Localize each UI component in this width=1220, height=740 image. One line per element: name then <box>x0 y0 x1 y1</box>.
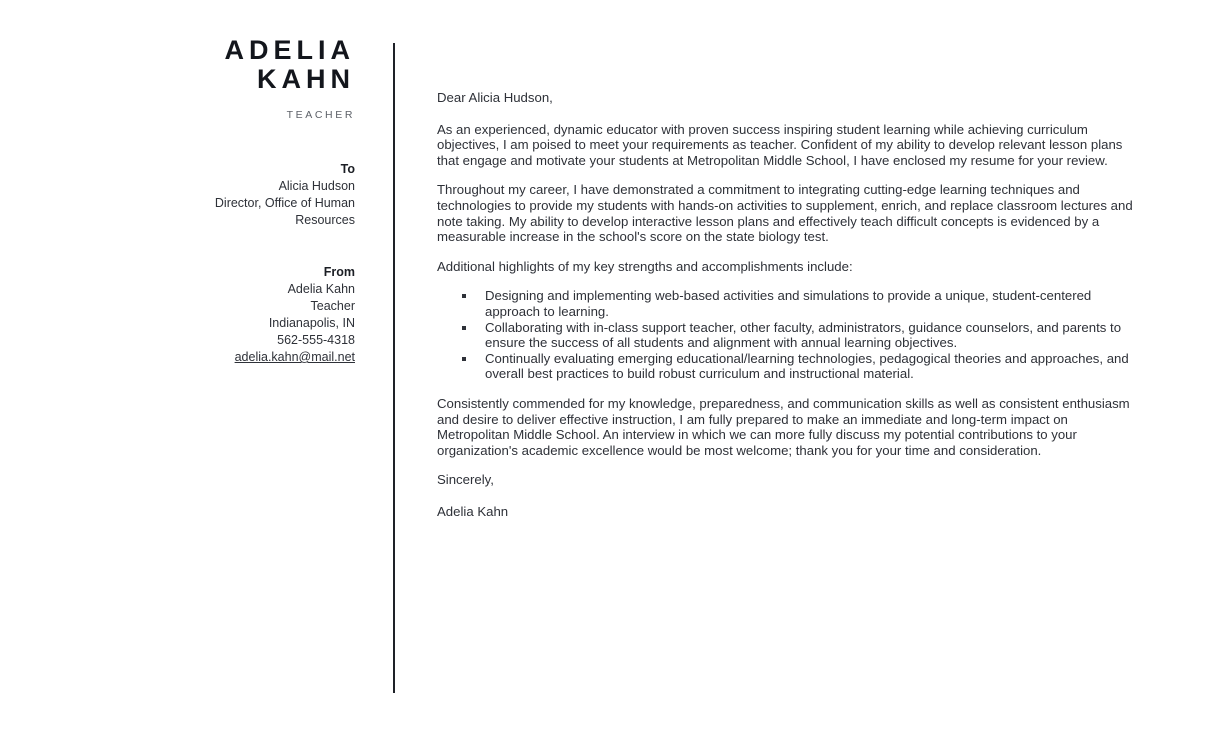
salutation: Dear Alicia Hudson, <box>437 90 553 105</box>
sender-line: Adelia Kahn <box>287 282 355 296</box>
sender-phone: 562-555-4318 <box>277 333 355 347</box>
body-paragraph: Additional highlights of my key strengths and accomplishments include: <box>437 258 853 274</box>
sidebar <box>60 36 355 366</box>
list-item: Continually evaluating emerging educational/learning technologies, pedagogical theories and approaches, and overall best practices to build robust curriculum and instructional material. <box>462 351 1137 382</box>
body-paragraph: Throughout my career, I have demonstrated a commitment to integrating cutting-edge learning techniques and technologies to provide my students with hands-on activities to supplement, enrich, and replace classroom lectures and note taking. My ability to develop interactive lesson plans and effectively teach difficult concepts is evidenced by a measurable increase in the school's score on the state biology test. <box>437 182 1133 245</box>
sender-last-name: KAHN <box>257 64 355 94</box>
signature-name: Adelia Kahn <box>437 503 509 519</box>
sender-line: Indianapolis, IN <box>268 316 355 330</box>
list-item: Designing and implementing web-based activities and simulations to provide a unique, student-centered approach to learning. <box>462 288 1137 319</box>
closing-salutation: Sincerely, <box>437 472 494 488</box>
sender-email-link[interactable]: adelia.kahn@mail.net <box>234 350 355 364</box>
recipient-heading: To <box>340 162 355 176</box>
sender-job-title: TEACHER <box>286 109 355 121</box>
sender-line: Teacher <box>310 299 355 313</box>
recipient-line: Alicia Hudson <box>278 179 355 193</box>
letter-body <box>437 90 1137 519</box>
vertical-divider <box>393 43 395 693</box>
body-paragraph: Consistently commended for my knowledge, preparedness, and communication skills as well as consistent enthusiasm and desire to deliver effective instruction, I am fully prepared to make an immediate and long-term impact on Metropolitan Middle School. An interview in which we can more fully discuss my potential contributions to your organization's academic excellence would be most welcome; thank you for your time and consideration. <box>437 395 1130 458</box>
recipient-block <box>60 161 355 229</box>
sender-block <box>60 264 355 366</box>
body-paragraph: As an experienced, dynamic educator with proven success inspiring student learning while achieving curriculum objectives, I am poised to meet your requirements as teacher. Confident of my ability to develop relevant lesson plans that engage and motivate your students at Metropolitan Middle School, I have enclosed my resume for your review. <box>437 121 1123 168</box>
sender-heading: From <box>323 265 355 279</box>
recipient-line: Resources <box>295 213 355 227</box>
sender-first-name: ADELIA <box>224 35 355 65</box>
list-item: Collaborating with in-class support teacher, other faculty, administrators, guidance counselors, and parents to ensure the success of all students and alignment with annual learning objectives. <box>462 320 1137 351</box>
highlights-list <box>437 288 1137 382</box>
recipient-line: Director, Office of Human <box>214 196 355 210</box>
sender-name <box>60 36 355 94</box>
